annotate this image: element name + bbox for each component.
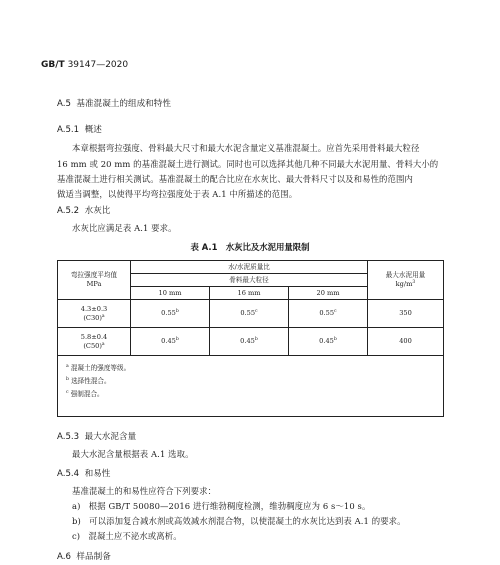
section-number: A.5.3: [57, 432, 80, 442]
ratio-sup: b: [175, 337, 179, 343]
section-title: 基准混凝土的组成和特性: [76, 99, 171, 109]
standard-code: GB/T: [41, 60, 65, 70]
strength-value: 5.8±0.4: [80, 332, 108, 341]
cell-ratio: [289, 300, 368, 328]
header-aggregate-size: 骨料最大粒径: [131, 274, 368, 287]
ratio-value: 0.55: [319, 309, 335, 318]
ratio-sup: b: [175, 309, 179, 315]
header-text: 最大水泥用量: [385, 271, 426, 280]
cell-ratio: [131, 328, 210, 356]
ratio-value: 0.55: [240, 309, 256, 318]
paragraph-line: 最大水泥含量根据表 A.1 选取。: [72, 449, 194, 459]
section-a52-heading: [57, 204, 110, 216]
header-size-10: 10 mm: [131, 287, 210, 300]
list-text: 根据 GB/T 50080—2016 进行维勃稠度检测，维勃稠度应为 6 s～10 s。: [88, 501, 371, 511]
table-note: [66, 375, 443, 388]
ratio-sup: b: [254, 337, 258, 343]
list-label: a): [72, 501, 81, 511]
cell-strength: [58, 300, 131, 328]
unit-text: kg/m: [395, 280, 413, 288]
grade-text: (C30): [83, 313, 102, 322]
section-number: A.5.2: [57, 206, 80, 216]
header-unit: [368, 280, 443, 289]
table-a1: [57, 260, 444, 417]
header-text: 弯拉强度平均值: [70, 271, 118, 280]
cell-ratio: [289, 328, 368, 356]
paragraph-line: 基准混凝土进行相关测试。基准混凝土的配合比应在水灰比、最大骨料尺寸以及和易性的范围内: [57, 174, 413, 184]
section-title: 最大水泥含量: [84, 432, 137, 442]
list-item: [72, 530, 182, 542]
list-text: 混凝土应不泌水或离析。: [88, 531, 182, 541]
grade-sup: a: [101, 341, 105, 347]
ratio-sup: c: [334, 309, 337, 315]
unit-sup: 3: [412, 280, 416, 285]
section-number: A.5.4: [57, 469, 80, 479]
section-title: 概述: [84, 125, 102, 135]
list-text: 可以添加复合减水剂或高效减水剂混合物，以使混凝土的水灰比达到表 A.1 的要求。: [89, 516, 406, 526]
ratio-value: 0.45: [240, 337, 255, 346]
header-size-20: 20 mm: [289, 287, 368, 300]
ratio-sup: c: [255, 309, 258, 315]
section-number: A.5: [57, 99, 71, 109]
list-label: c): [72, 531, 81, 541]
list-item: [72, 515, 406, 527]
cell-cement: 350: [368, 300, 444, 328]
grade-sup: a: [101, 313, 105, 319]
table-caption: 表 A.1 水灰比及水泥用量限制: [190, 242, 310, 252]
section-title: 水灰比: [84, 206, 111, 216]
ratio-value: 0.45: [161, 337, 176, 346]
table-row: [58, 300, 444, 328]
section-a6-heading: [57, 550, 111, 562]
note-text: 混凝土的强度等级。: [70, 364, 131, 372]
header-cement: [368, 261, 444, 300]
standard-number: 39147—2020: [67, 60, 129, 70]
section-title: 样品制备: [76, 552, 111, 562]
note-mark: c: [66, 390, 69, 395]
note-mark: b: [66, 377, 69, 382]
section-number: A.6: [57, 552, 71, 562]
paragraph-line: 16 mm 或 20 mm 的基准混凝土进行测试。同时也可以选择其他几种不同最大水泥用量、骨料大小的: [57, 159, 439, 169]
header-size-16: 16 mm: [210, 287, 289, 300]
note-text: 选择性混合。: [71, 377, 111, 385]
cell-cement: 400: [368, 328, 444, 356]
section-a51-heading: [57, 123, 102, 135]
list-label: b): [72, 516, 81, 526]
list-item: [72, 500, 370, 512]
section-a54-heading: [57, 467, 110, 479]
header-wc-ratio: 水/水泥质量比: [131, 261, 368, 274]
grade-text: (C50): [83, 341, 102, 350]
standard-header: [41, 60, 128, 70]
table-notes-row: [58, 356, 444, 417]
cell-ratio: [210, 328, 289, 356]
paragraph-line: 基准混凝土的和易性应符合下列要求：: [72, 486, 217, 496]
ratio-value: 0.55: [161, 309, 176, 318]
strength-value: 4.3±0.3: [80, 304, 108, 313]
header-strength: [58, 261, 131, 300]
paragraph-line: 水灰比应满足表 A.1 要求。: [72, 223, 177, 233]
note-text: 强制混合。: [70, 390, 104, 398]
cell-strength: [58, 328, 131, 356]
header-unit: MPa: [86, 280, 102, 288]
section-a5-heading: [57, 97, 171, 109]
table-notes: [58, 356, 444, 417]
ratio-value: 0.45: [319, 337, 334, 346]
ratio-sup: b: [333, 337, 337, 343]
table-note: [66, 388, 443, 401]
section-number: A.5.1: [57, 125, 80, 135]
table-note: [66, 362, 443, 375]
strength-grade: [58, 314, 130, 323]
paragraph-line: 做适当调整，以使得平均弯拉强度处于表 A.1 中所描述的范围。: [57, 189, 298, 199]
paragraph-line: 本章根据弯拉强度、骨料最大尺寸和最大水泥含量定义基准混凝土。应首先采用骨料最大粒径: [72, 143, 420, 153]
cell-ratio: [210, 300, 289, 328]
section-title: 和易性: [84, 469, 111, 479]
cell-ratio: [131, 300, 210, 328]
strength-grade: [58, 342, 130, 351]
table-row: [58, 328, 444, 356]
note-mark: a: [66, 364, 69, 369]
section-a53-heading: [57, 430, 136, 442]
